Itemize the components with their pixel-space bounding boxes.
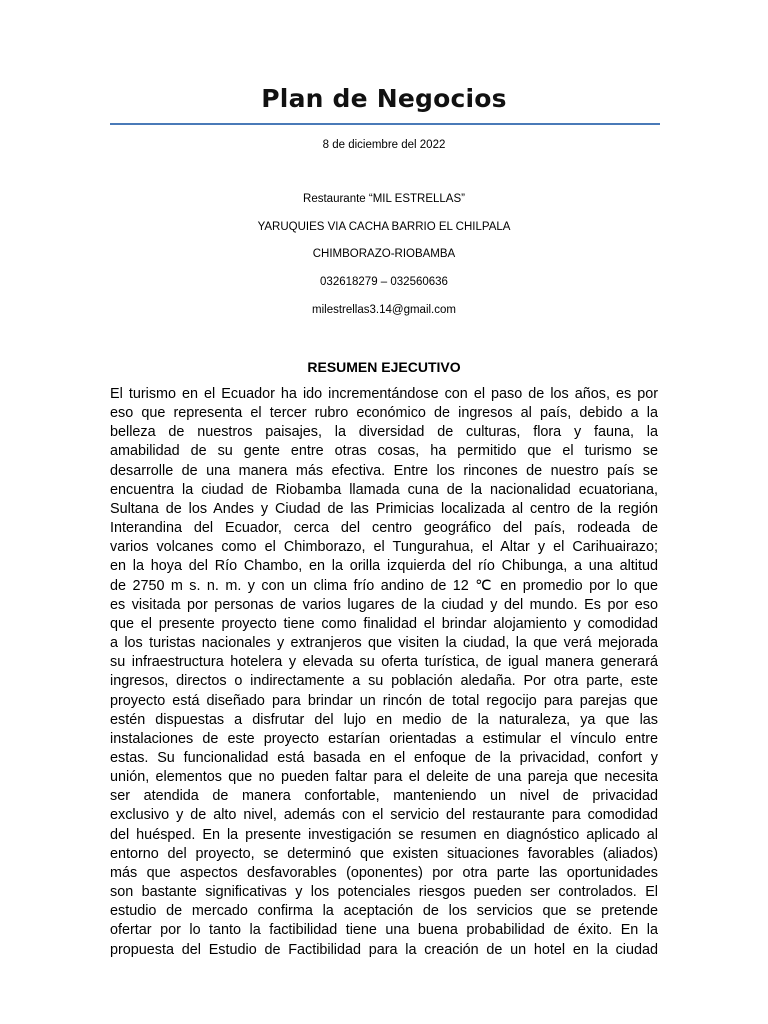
body-line: a los turistas nacionales y extranjeros que visiten la ciudad, la que verá mejorada (110, 635, 658, 652)
body-line: entorno del proyecto, se determinó que existen situaciones favorables (aliados) (110, 845, 658, 862)
body-line: varios volcanes como el Chimborazo, el Tungurahua, el Altar y el Carihuairazo; (110, 539, 658, 556)
body-line: ser atendida de manera confortable, manteniendo un nivel de privacidad (110, 788, 658, 805)
body-line: más que aspectos desfavorables (oponentes) por otra parte las oportunidades (110, 864, 658, 881)
body-line: exclusivo y de alto nivel, además con el servicio del restaurante para comodidad (110, 807, 658, 824)
body-line: propuesta del Estudio de Factibilidad para la creación de un hotel en la ciudad (110, 941, 658, 958)
body-line: que el presente proyecto tiene como finalidad el brindar alojamiento y comodidad (110, 615, 658, 632)
body-line: amabilidad de su gente entre otras cosas, ha permitido que el turismo se (110, 443, 658, 460)
body-line: ingresos, directos o indirectamente a su población aledaña. Por otra parte, este (110, 673, 658, 690)
body-line: ofertar por lo tanto la factibilidad tiene una buena probabilidad de éxito. En la (110, 922, 658, 939)
document-title: Plan de Negocios (261, 84, 507, 113)
body-line: El turismo en el Ecuador ha ido incrementándose con el paso de los años, es por (110, 386, 658, 402)
body-line: es visitada por personas de varios lugares de la ciudad y del mundo. Es por eso (110, 596, 658, 613)
body-line: son bastante significativas y los potenciales riesgos pueden ser controlados. El (110, 884, 658, 901)
restaurant-phones: 032618279 – 032560636 (320, 276, 448, 288)
body-line: Sultana de los Andes y Ciudad de las Primicias localizada al centro de la región (110, 500, 658, 517)
body-line: estudio de mercado confirma la aceptación de los servicios que se pretende (110, 903, 658, 920)
body-line: del huésped. En la presente investigación se resumen en diagnóstico aplicado al (110, 826, 658, 843)
body-line: estén dispuestas a disfrutar del lujo en medio de la naturaleza, ya que las (110, 711, 658, 728)
body-line: eso que representa el tercer rubro económico de ingresos al país, debido a la (110, 405, 658, 422)
body-line: en la hoya del Río Chambo, en la orilla izquierda del río Chibunga, a una altitud (110, 558, 658, 575)
executive-summary-paragraph (110, 385, 658, 960)
body-line: Interandina del Ecuador, cerca del centro geográfico del país, rodeada de (110, 520, 658, 537)
restaurant-name: Restaurante “MIL ESTRELLAS” (303, 193, 465, 205)
body-line: proyecto está diseñado para brindar un rincón de total regocijo para parejas que (110, 692, 658, 709)
body-line: estas. Su funcionalidad está basada en el enfoque de la privacidad, confort y (110, 749, 658, 766)
document-date: 8 de diciembre del 2022 (322, 139, 446, 151)
body-line: desarrolle de una manera más efectiva. Entre los rincones de nuestro país se (110, 462, 658, 479)
body-line: belleza de nuestros paisajes, la diversidad de culturas, flora y fauna, la (110, 424, 658, 441)
restaurant-location: CHIMBORAZO-RIOBAMBA (312, 248, 456, 260)
title-divider (110, 123, 660, 125)
body-line: de 2750 m s. n. m. y con un clima frío andino de 12 ℃ en promedio por lo que (110, 577, 658, 594)
body-line: su infraestructura hotelera y elevada su oferta turística, de igual manera generará (110, 654, 658, 671)
body-line: encuentra la ciudad de Riobamba llamada cuna de la nacionalidad ecuatoriana, (110, 481, 658, 498)
restaurant-address: YARUQUIES VIA CACHA BARRIO EL CHILPALA (257, 221, 511, 233)
body-line: unión, elementos que no pueden faltar para el deleite de una pareja que necesita (110, 769, 658, 786)
body-line: instalaciones de este proyecto estarían orientadas a estimular el vínculo entre (110, 730, 658, 747)
section-heading: RESUMEN EJECUTIVO (307, 359, 461, 375)
restaurant-email: milestrellas3.14@gmail.com (312, 304, 456, 316)
